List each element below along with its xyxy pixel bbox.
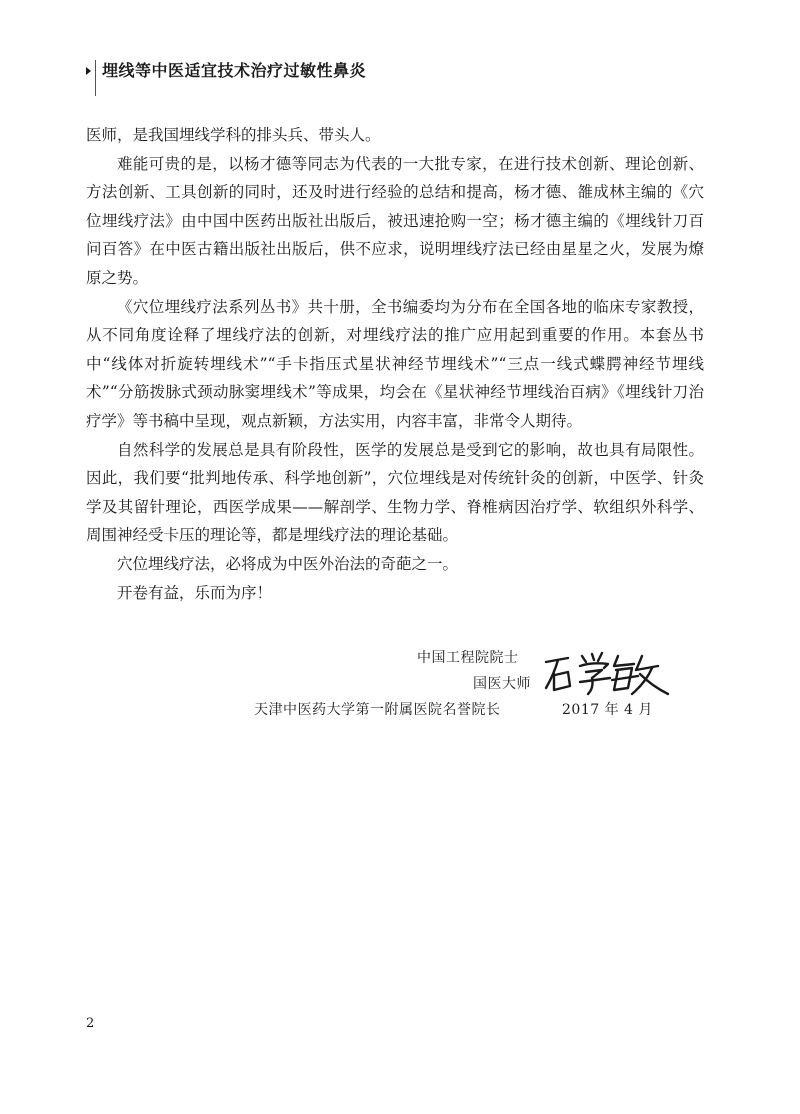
signature-block [250, 640, 690, 730]
running-head-title: 埋线等中医适宜技术治疗过敏性鼻炎 [102, 61, 367, 80]
paragraph: 难能可贵的是，以杨才德等同志为代表的一大批专家，在进行技术创新、理论创新、方法创新、工具创新的同时，还及时进行经验的总结和提高，杨才德、雒成林主编的《穴位埋线疗法》由中国中医药出版社出版后，被迅速抢购一空；杨才德主编的《埋线针刀百问百答》在中医古籍出版社出版后，供不应求，说明埋线疗法已经由星星之火，发展为燎原之势。 [86, 154, 704, 287]
preface-date: 2017 年 4 月 [562, 702, 653, 718]
author-title-master: 国医大师 [473, 676, 531, 692]
body-text [86, 121, 704, 607]
running-head [86, 60, 366, 94]
paragraph: 穴位埋线疗法，必将成为中医外治法的奇葩之一。 [117, 554, 459, 573]
arrow-marker-icon [86, 67, 91, 75]
paragraph: 自然科学的发展总是具有阶段性，医学的发展总是受到它的影响，故也具有局限性。因此，我们要“批判地传承、科学地创新”，穴位埋线是对传统针灸的创新，中医学、针灸学及其留针理论，西医学成果——解剖学、生物力学、脊椎病因治疗学、软组织外科学、周围神经受卡压的理论等，都是埋线疗法的理论基础。 [86, 440, 704, 545]
author-title-academician: 中国工程院院士 [417, 650, 519, 666]
paragraph-continued: 医师，是我国埋线学科的排头兵、带头人。 [86, 126, 381, 144]
paragraph: 《穴位埋线疗法系列丛书》共十册，全书编委均为分布在全国各地的临床专家教授，从不同角度诠释了埋线疗法的创新，对埋线疗法的推广应用起到重要的作用。本套丛书中“线体对折旋转埋线术”“手卡指压式星状神经节埋线术”“三点一线式蝶腭神经节埋线术”“分筋拨脉式颈动脉窦埋线术”等成果，均会在《星状神经节埋线治百病》《埋线针刀治疗学》等书稿中呈现，观点新颖，方法实用，内容丰富，非常令人期待。 [86, 297, 704, 430]
page-number: 2 [86, 1016, 95, 1031]
handwritten-signature [542, 648, 672, 700]
author-title-hospital: 天津中医药大学第一附属医院名誉院长 [254, 702, 501, 718]
paragraph: 开卷有益，乐而为序！ [117, 583, 273, 602]
running-head-rule [95, 60, 96, 96]
